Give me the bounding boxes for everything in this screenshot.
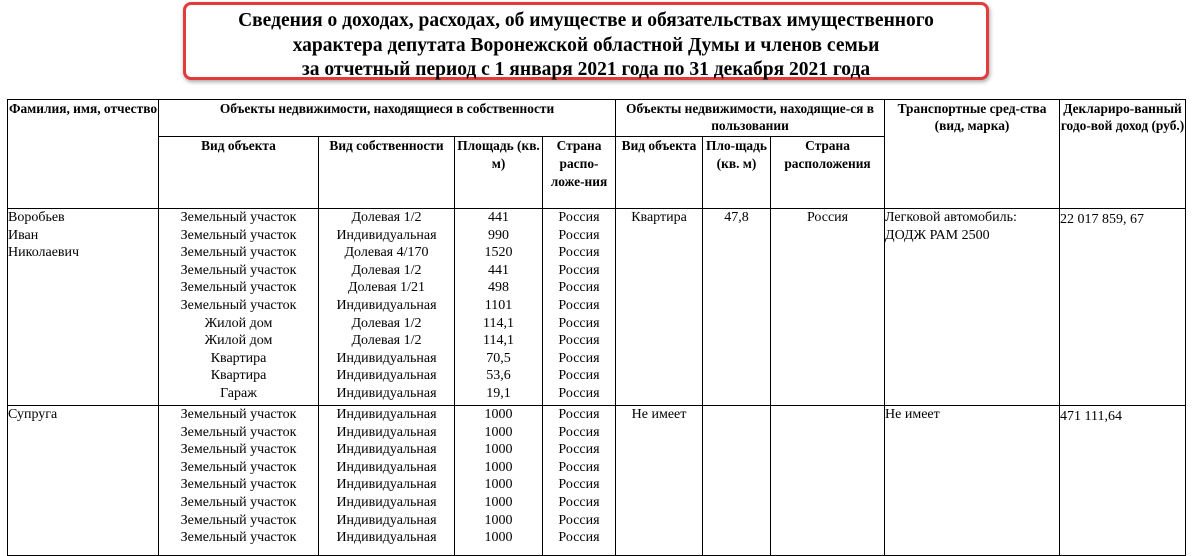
title-line-2: характера депутата Воронежской областной Думы и членов семьи [292, 34, 880, 56]
vehicles-cell [885, 209, 1060, 406]
person-name-line: Воробьев [8, 210, 65, 225]
used-area: 47,8 [724, 210, 749, 225]
owned-ownership: Долевая 1/2 [351, 210, 422, 225]
owned-area-cell [455, 406, 543, 556]
owned-ownership: Долевая 1/2 [351, 315, 422, 331]
header-owned-ownership: Вид собственности [319, 137, 455, 209]
owned-country: Россия [558, 297, 600, 313]
owned-country: Россия [558, 350, 600, 366]
owned-area: 498 [488, 280, 509, 296]
owned-ownership: Индивидуальная [336, 494, 437, 510]
owned-area: 1101 [484, 297, 513, 313]
owned-ownership: Долевая 4/170 [344, 245, 429, 261]
header-name: Фамилия, имя, отчество [8, 100, 159, 209]
owned-type: Земельный участок [180, 407, 297, 422]
person-name-line: Николаевич [8, 245, 80, 261]
owned-country: Россия [558, 512, 600, 528]
owned-country: Россия [558, 262, 600, 278]
owned-type: Земельный участок [180, 512, 297, 528]
vehicle-line: Не имеет [885, 407, 940, 422]
owned-country: Россия [558, 459, 600, 475]
owned-ownership: Индивидуальная [336, 442, 437, 458]
owned-area: 19,1 [486, 385, 511, 401]
owned-area: 441 [488, 210, 509, 225]
owned-ownership: Индивидуальная [336, 424, 437, 440]
owned-area: 990 [488, 227, 509, 243]
owned-area: 1000 [484, 477, 513, 493]
used-type-cell [616, 406, 703, 556]
header-owned-type: Вид объекта [159, 137, 319, 209]
owned-type: Земельный участок [180, 459, 297, 475]
used-country [771, 406, 884, 424]
person-name-line: Супруга [8, 407, 58, 422]
owned-country-cell [543, 209, 616, 406]
owned-ownership: Индивидуальная [336, 407, 437, 422]
owned-type: Земельный участок [180, 530, 297, 546]
owned-type: Земельный участок [180, 280, 297, 296]
owned-ownership: Индивидуальная [336, 350, 437, 366]
header-owned-country: Страна распо-ложе-ния [543, 137, 616, 209]
owned-country-cell [543, 406, 616, 556]
vehicles-cell [885, 406, 1060, 556]
header-used-group: Объекты недвижимости, находящие-ся в пользовании [616, 100, 885, 137]
header-used-country: Страна расположения [771, 137, 885, 209]
owned-type: Земельный участок [180, 442, 297, 458]
owned-ownership: Индивидуальная [336, 385, 437, 401]
declaration-table [7, 99, 1186, 556]
header-owned-area: Площадь (кв. м) [455, 137, 543, 209]
owned-country: Россия [558, 280, 600, 296]
owned-country: Россия [558, 333, 600, 349]
owned-area: 1000 [484, 407, 513, 422]
owned-country: Россия [558, 407, 600, 422]
owned-area: 1000 [484, 530, 513, 546]
owned-ownership: Индивидуальная [336, 530, 437, 546]
owned-area: 114,1 [483, 333, 514, 349]
owned-area: 114,1 [483, 315, 514, 331]
owned-type: Жилой дом [204, 333, 273, 349]
header-used-type: Вид объекта [616, 137, 703, 209]
owned-area: 1000 [484, 442, 513, 458]
vehicle-line: Легковой автомобиль: [885, 210, 1017, 225]
title-line-1: Сведения о доходах, расходах, об имуществе и обязательствах имущественного [238, 10, 934, 31]
used-country: Россия [806, 210, 849, 225]
owned-country: Россия [558, 530, 600, 546]
owned-country: Россия [558, 227, 600, 243]
owned-area: 1000 [484, 459, 513, 475]
owned-type: Квартира [210, 350, 267, 366]
owned-type: Квартира [210, 368, 267, 384]
owned-type-cell [159, 406, 319, 556]
owned-area: 1000 [484, 512, 513, 528]
used-type-cell [616, 209, 703, 406]
owned-country: Россия [558, 494, 600, 510]
owned-type: Земельный участок [180, 262, 297, 278]
owned-type: Земельный участок [180, 210, 297, 225]
person-rows [8, 209, 1186, 556]
owned-ownership: Долевая 1/2 [351, 333, 422, 349]
used-type: Квартира [631, 210, 687, 225]
owned-ownership: Долевая 1/21 [347, 280, 426, 296]
title-line-3: за отчетный период с 1 января 2021 года по 31 декабря 2021 года [301, 59, 871, 80]
owned-country: Россия [558, 245, 600, 261]
owned-type: Земельный участок [180, 227, 297, 243]
income-value: 471 111,64 [1060, 409, 1122, 424]
owned-ownership-cell [319, 209, 455, 406]
header-row-1 [8, 100, 1186, 137]
owned-country: Россия [558, 477, 600, 493]
person-name-line: Иван [8, 227, 39, 243]
header-owned-group: Объекты недвижимости, находящиеся в собственности [159, 100, 616, 137]
owned-ownership: Индивидуальная [336, 512, 437, 528]
owned-area: 441 [488, 262, 509, 278]
income-cell [1060, 406, 1186, 556]
used-area-cell [703, 406, 771, 556]
owned-country: Россия [558, 442, 600, 458]
person-row [8, 209, 1186, 406]
used-type: Не имеет [631, 407, 687, 422]
owned-area: 1000 [484, 494, 513, 510]
header-used-area: Пло-щадь (кв. м) [703, 137, 771, 209]
person-name-cell [8, 209, 159, 406]
used-country-cell [771, 406, 885, 556]
owned-type-cell [159, 209, 319, 406]
used-area [703, 406, 770, 424]
owned-ownership: Индивидуальная [336, 459, 437, 475]
owned-type: Земельный участок [180, 424, 297, 440]
owned-country: Россия [558, 315, 600, 331]
owned-area: 1000 [484, 424, 513, 440]
owned-type: Гараж [220, 385, 257, 401]
owned-ownership-cell [319, 406, 455, 556]
person-row [8, 406, 1186, 556]
owned-country: Россия [558, 385, 600, 401]
owned-area: 53,6 [486, 368, 511, 384]
owned-area-cell [455, 209, 543, 406]
owned-country: Россия [558, 210, 600, 225]
owned-type: Земельный участок [180, 494, 297, 510]
owned-area: 70,5 [486, 350, 511, 366]
person-name-cell [8, 406, 159, 556]
header-income: Деклариро-ванный годо-вой доход (руб.) [1060, 100, 1186, 209]
owned-ownership: Индивидуальная [336, 297, 437, 313]
owned-ownership: Индивидуальная [336, 227, 437, 243]
owned-ownership: Индивидуальная [336, 368, 437, 384]
owned-ownership: Индивидуальная [336, 477, 437, 493]
header-vehicles: Транспортные сред-ства (вид, марка) [885, 100, 1060, 209]
income-value: 22 017 859, 67 [1060, 212, 1145, 227]
owned-type: Земельный участок [180, 297, 297, 313]
owned-area: 1520 [484, 245, 513, 261]
used-area-cell [703, 209, 771, 406]
owned-country: Россия [558, 368, 600, 384]
income-cell [1060, 209, 1186, 406]
used-country-cell [771, 209, 885, 406]
owned-type: Жилой дом [204, 315, 273, 331]
owned-ownership: Долевая 1/2 [351, 262, 422, 278]
vehicle-line: ДОДЖ РАМ 2500 [885, 227, 990, 243]
owned-country: Россия [558, 424, 600, 440]
document-title-box [183, 2, 989, 80]
owned-type: Земельный участок [180, 245, 297, 261]
owned-type: Земельный участок [180, 477, 297, 493]
